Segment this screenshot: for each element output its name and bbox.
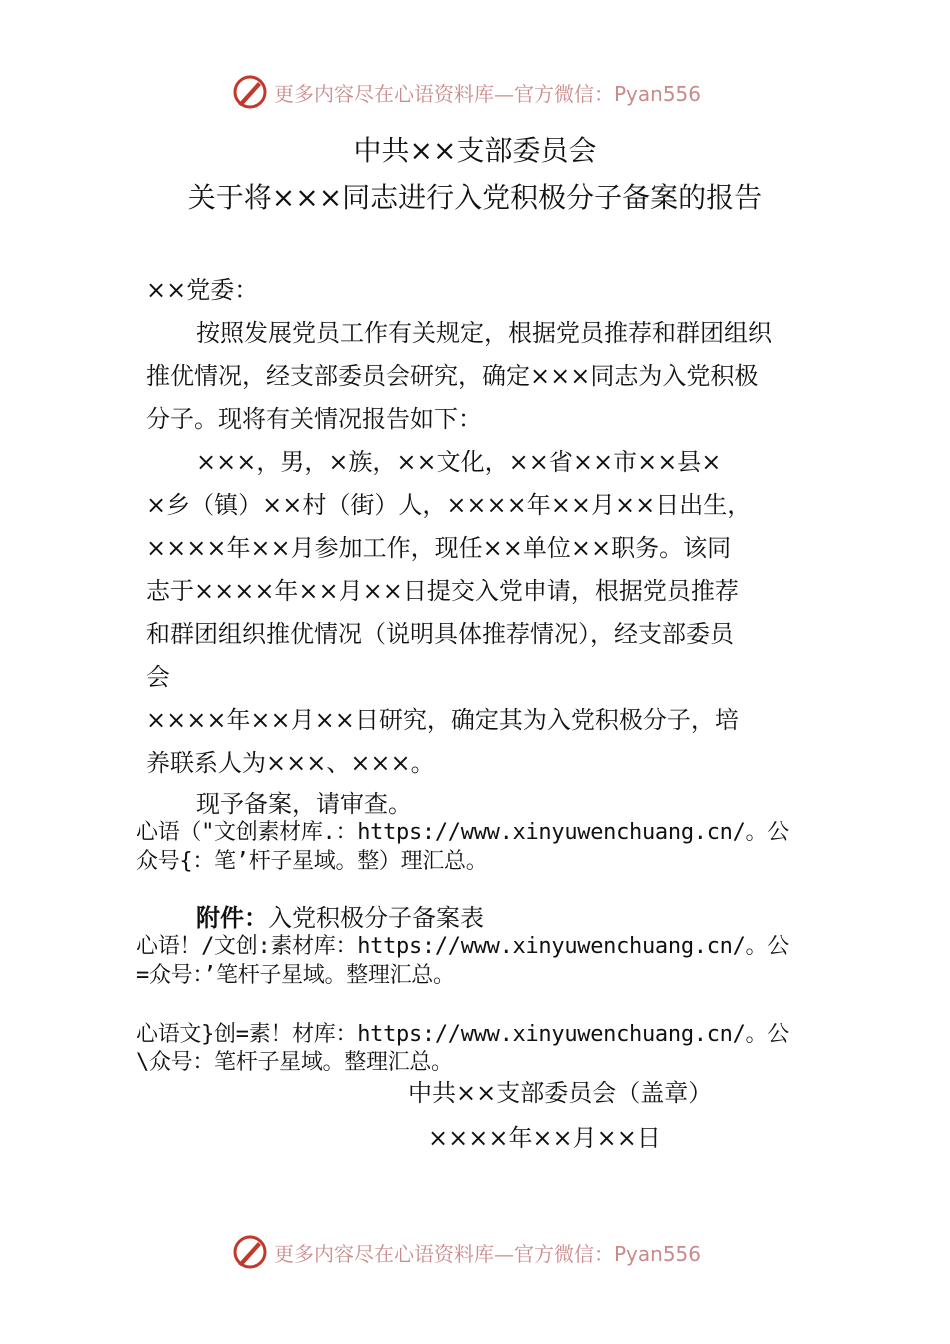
- pen-logo-icon: [232, 74, 268, 110]
- watermark-line: =众号：’笔杆子星域。整理汇总。: [136, 963, 455, 988]
- body-line: 和群团组织推优情况（说明具体推荐情况），经支部委员: [146, 620, 734, 648]
- banner-wechat-id: Pyan556: [614, 81, 702, 106]
- footer-banner: [232, 1232, 752, 1272]
- signature-org: 中共××支部委员会（盖章）: [408, 1079, 713, 1107]
- body-line: 分子。现将有关情况报告如下：: [146, 405, 482, 433]
- body-line: 养联系人为×××、×××。: [146, 749, 435, 777]
- banner-text: 更多内容尽在心语资料库—官方微信：: [274, 1241, 614, 1266]
- banner-wechat-id: Pyan556: [614, 1241, 702, 1266]
- doc-title-line2: 关于将×××同志进行入党积极分子备案的报告: [187, 181, 763, 214]
- doc-title-line1: 中共××支部委员会: [353, 134, 597, 167]
- watermark-line: 众号{：笔’杆子星域。整）理汇总。: [136, 849, 488, 874]
- body-line: ×××，男，×族，××文化，××省××市××县×: [196, 448, 722, 476]
- body-line: 推优情况，经支部委员会研究，确定×××同志为入党积极: [146, 362, 759, 390]
- salutation: ××党委：: [146, 276, 259, 304]
- body-line: 会: [146, 663, 170, 691]
- body-line: ××××年××月参加工作，现任××单位××职务。该同: [146, 534, 732, 562]
- watermark-line: 心语文}创=素！材库：https://www.xinyuwenchuang.cn/。公: [136, 1022, 789, 1047]
- watermark-line: 心语（"文创素材库.：https://www.xinyuwenchuang.cn/。公: [136, 820, 789, 845]
- header-banner: [232, 72, 752, 112]
- body-line: 现予备案，请审查。: [196, 790, 412, 818]
- pen-logo-icon: [232, 1234, 268, 1270]
- watermark-line: 心语！/文创:素材库：https://www.xinyuwenchuang.cn/。公: [136, 934, 789, 959]
- body-line: ××××年××月××日研究，确定其为入党积极分子，培: [146, 706, 739, 734]
- attachment-text: 入党积极分子备案表: [268, 904, 484, 932]
- body-line: ×乡（镇）××村（街）人，××××年××月××日出生，: [146, 491, 752, 519]
- watermark-line: \众号：笔杆子星域。整理汇总。: [136, 1050, 453, 1075]
- signature-date: ××××年××月××日: [428, 1124, 661, 1152]
- body-line: 按照发展党员工作有关规定，根据党员推荐和群团组织: [196, 319, 772, 347]
- attachment: [196, 898, 484, 933]
- attachment-label: 附件：: [196, 903, 268, 932]
- body-line: 志于××××年××月××日提交入党申请，根据党员推荐: [146, 577, 739, 605]
- banner-text: 更多内容尽在心语资料库—官方微信：: [274, 81, 614, 106]
